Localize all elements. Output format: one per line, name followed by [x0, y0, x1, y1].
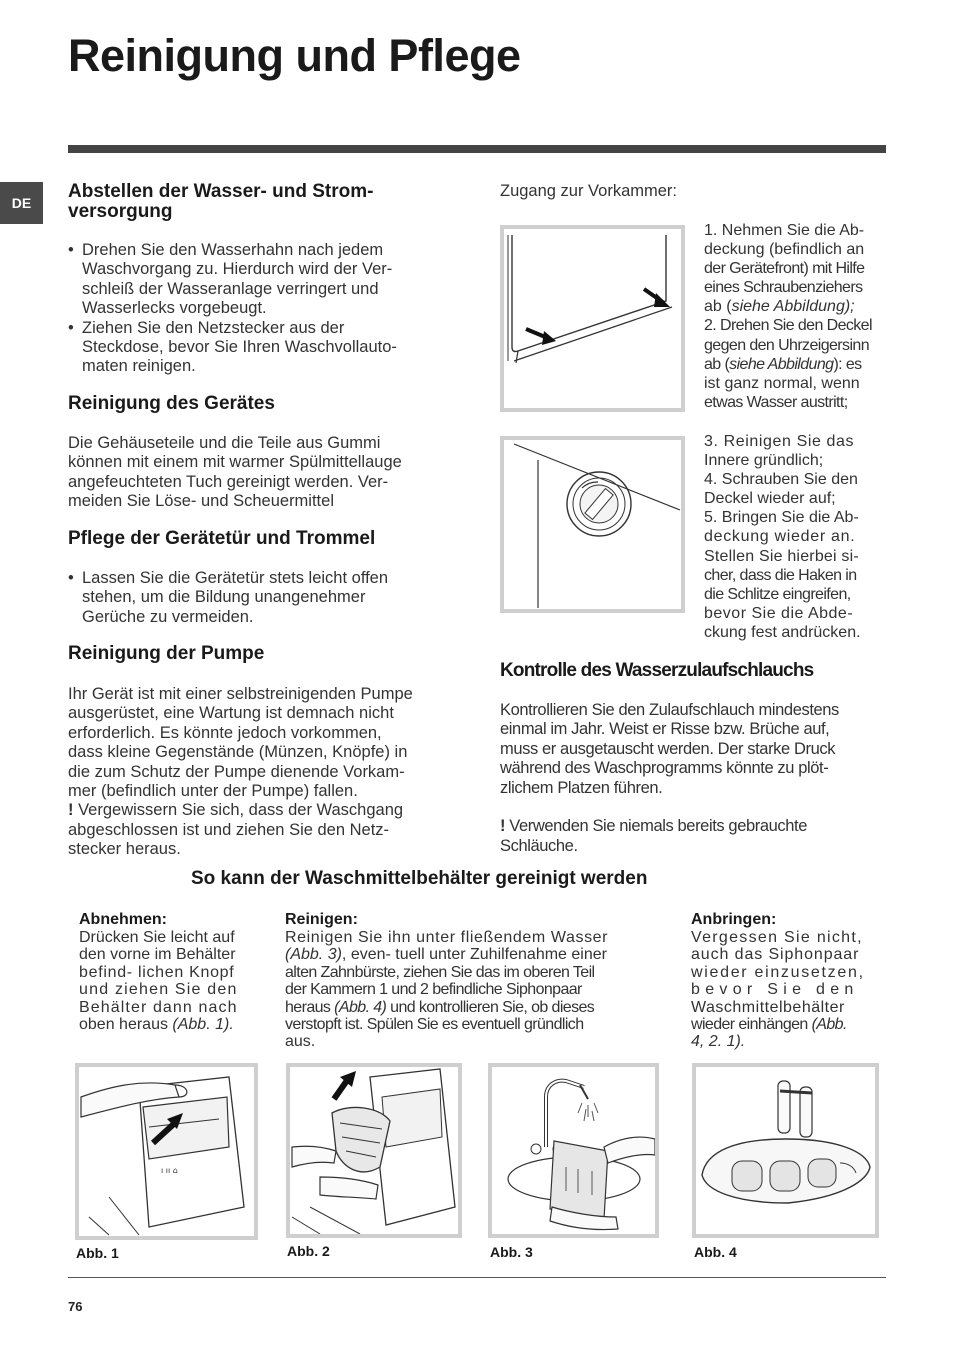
- section-heading: [68, 182, 468, 222]
- paragraph: [500, 701, 890, 856]
- text-line: Schläuche.: [500, 836, 578, 855]
- italic-reference: (Abb. 3): [285, 946, 342, 964]
- warning-mark: !: [500, 817, 506, 836]
- steps-3-5: [704, 432, 886, 642]
- figure-abb-3: [488, 1063, 659, 1238]
- text-line: 5. Bringen Sie die Ab-: [704, 509, 859, 527]
- text-line: Innere gründlich;: [704, 452, 824, 470]
- text-line: Stellen Sie hierbei si-: [704, 547, 859, 565]
- page-title: Reinigung und Pflege: [68, 30, 521, 81]
- text-line: Die Gehäuseteile und die Teile aus Gummi: [68, 434, 381, 452]
- text-line: gegen den Uhrzeigersinn: [704, 336, 869, 354]
- page-number: 76: [68, 1299, 83, 1314]
- paragraph: [68, 434, 468, 512]
- text-fragment: ab (: [704, 298, 732, 316]
- access-label: Zugang zur Vorkammer:: [500, 182, 677, 200]
- text-line: Behälter dann nach: [79, 998, 238, 1016]
- text-line: Lassen Sie die Gerätetür stets leicht offen: [82, 569, 389, 587]
- heading-line: versorgung: [68, 201, 173, 222]
- text-line: einmal im Jahr. Weist er Risse bzw. Brüche auf,: [500, 720, 830, 739]
- text-line: Waschvorgang zu. Hierdurch wird der Ver-: [82, 260, 393, 279]
- siphon-pair-illustration: [696, 1067, 875, 1234]
- text-line: Reinigen Sie ihn unter fließendem Wasser: [285, 929, 609, 946]
- text-line: mer (befindlich unter der Pumpe) fallen.: [68, 782, 358, 801]
- text-line: eines Schraubenziehers: [704, 279, 863, 297]
- text-line: angefeuchteten Tuch gereinigt werden. Ver-: [68, 472, 389, 491]
- text-line: können mit einem mit warmer Spülmittellauge: [68, 453, 402, 472]
- text-line: Kontrollieren Sie den Zulaufschlauch mindestens: [500, 701, 839, 719]
- text-line: schleiß der Wasseranlage verringert und: [82, 279, 379, 298]
- dispenser-heading: So kann der Waschmittelbehälter gereinigt werden: [191, 868, 648, 889]
- heading-line: Abstellen der Wasser- und Strom-: [68, 181, 374, 202]
- text-line: bevor Sie den: [691, 981, 859, 999]
- figure-caption: Abb. 1: [76, 1245, 119, 1261]
- step-title: Reinigen:: [285, 911, 358, 928]
- language-tab: DE: [0, 182, 43, 224]
- text-line: Vergewissern Sie sich, dass der Waschgang: [73, 801, 404, 820]
- text-line: erforderlich. Es könnte jedoch vorkommen,: [68, 723, 382, 742]
- step-text: [79, 929, 263, 1033]
- text-line: meiden Sie Löse- und Scheuermittel: [68, 492, 334, 511]
- text-fragment: , even- tuell unter Zuhilfenahme einer: [341, 946, 607, 964]
- text-fragment: ): es: [833, 355, 862, 373]
- figure-caption: Abb. 3: [490, 1244, 533, 1260]
- text-line: die Schlitze eingreifen,: [704, 585, 851, 603]
- text-line: Ihr Gerät ist mit einer selbstreinigenden Pumpe: [68, 685, 413, 703]
- figure-caption: Abb. 2: [287, 1243, 330, 1259]
- text-line: deckung (befindlich an: [704, 241, 865, 259]
- text-line: den vorne im Behälter: [79, 946, 236, 964]
- text-line: Steckdose, bevor Sie Ihren Waschvollauto-: [82, 338, 397, 357]
- text-line: [691, 1016, 879, 1033]
- section-pump-cleaning: [68, 644, 468, 860]
- steps-1-2: [704, 221, 886, 412]
- text-line: ausgerüstet, eine Wartung ist demnach nicht: [68, 704, 394, 723]
- text-fragment: und kontrollieren Sie, ob dieses: [386, 998, 595, 1016]
- italic-reference: (Abb. 4): [334, 998, 387, 1016]
- text-line: Gerüche zu vermeiden.: [82, 607, 254, 626]
- text-line: 4. Schrauben Sie den: [704, 471, 858, 489]
- figure-cover-removal: [500, 225, 685, 412]
- text-line: stecker heraus.: [68, 840, 181, 859]
- text-line: wieder einzusetzen,: [691, 963, 865, 981]
- chamber-marks: ı ıı ⌂: [161, 1166, 178, 1175]
- text-line: 1. Nehmen Sie die Ab-: [704, 222, 865, 239]
- text-line: stehen, um die Bildung unangenehmer: [82, 588, 366, 607]
- text-line: befind- lichen Knopf: [79, 963, 235, 981]
- step-title: Anbringen:: [691, 911, 777, 928]
- lift-dispenser-illustration: [290, 1067, 458, 1234]
- cover-removal-illustration: [504, 229, 681, 408]
- text-line: Wasserlecks vorgebeugt.: [82, 299, 267, 318]
- list-item: [68, 241, 468, 319]
- bullet-list: [68, 241, 468, 377]
- text-fragment: ab (: [704, 355, 730, 373]
- section-heading: Kontrolle des Wasserzulaufschlauchs: [500, 660, 814, 681]
- text-line: Drücken Sie leicht auf: [79, 929, 235, 946]
- text-line: maten reinigen.: [82, 357, 196, 376]
- remove-dispenser-illustration: [79, 1067, 254, 1236]
- text-line: bevor Sie die Abde-: [704, 604, 854, 622]
- section-door-drum: [68, 529, 468, 627]
- text-line: 3. Reinigen Sie das: [704, 433, 855, 450]
- warning-mark: !: [68, 801, 74, 820]
- text-line: Waschmittelbehälter: [691, 998, 845, 1016]
- footer-rule: [68, 1277, 886, 1278]
- text-line: und ziehen Sie den: [79, 981, 238, 999]
- bullet-list: [68, 569, 468, 627]
- step-text: [691, 929, 879, 1051]
- step-remove: [79, 911, 263, 1033]
- text-line: muss er ausgetauscht werden. Der starke Druck: [500, 739, 836, 758]
- text-line: 2. Drehen Sie den Deckel: [704, 317, 872, 335]
- figure-abb-2: [286, 1063, 462, 1238]
- step-refit: [691, 911, 879, 1051]
- text-line: [704, 355, 886, 374]
- text-line: Verwenden Sie niemals bereits gebrauchte: [505, 817, 807, 836]
- text-line: der Kammern 1 und 2 befindliche Siphonpaar: [285, 981, 582, 999]
- list-item: [68, 319, 468, 377]
- text-line: zlichem Platzen führen.: [500, 778, 663, 797]
- text-line: Drehen Sie den Wasserhahn nach jedem: [82, 241, 384, 259]
- italic-reference: siehe Abbildung: [729, 355, 834, 373]
- italic-reference: (Abb.: [811, 1016, 847, 1034]
- step-clean: [285, 911, 663, 1051]
- text-line: dass kleine Gegenstände (Münzen, Knöpfe) in: [68, 743, 408, 762]
- text-line: [79, 1016, 263, 1033]
- italic-reference: (Abb. 1).: [172, 1016, 234, 1034]
- section-hose-check: [500, 661, 890, 856]
- italic-reference: 4, 2. 1).: [691, 1033, 746, 1051]
- text-line: cher, dass die Haken in: [704, 566, 857, 584]
- step-text: [285, 929, 663, 1051]
- text-line: abgeschlossen ist und ziehen Sie den Netz-: [68, 820, 390, 839]
- text-line: ist ganz normal, wenn: [704, 374, 860, 392]
- italic-reference: siehe Abbildung);: [731, 298, 855, 316]
- text-line: aus.: [285, 1033, 316, 1051]
- text-line: [704, 297, 886, 316]
- figure-caption: Abb. 4: [694, 1244, 737, 1260]
- text-line: während des Waschprogramms könnte zu plöt-: [500, 759, 829, 778]
- figure-pump-cap: [500, 436, 685, 613]
- text-line: [285, 946, 663, 963]
- text-line: alten Zahnbürste, ziehen Sie das im oberen Teil: [285, 963, 595, 981]
- list-item: [68, 569, 468, 627]
- text-line: verstopft ist. Spülen Sie es eventuell gründlich: [285, 1016, 584, 1034]
- text-fragment: oben heraus: [79, 1016, 173, 1034]
- text-fragment: heraus: [285, 998, 335, 1016]
- pump-cap-illustration: [504, 440, 681, 609]
- section-heading: Pflege der Gerätetür und Trommel: [68, 528, 376, 549]
- paragraph: [68, 685, 468, 860]
- text-line: Deckel wieder auf;: [704, 490, 836, 508]
- text-line: [285, 999, 663, 1016]
- rinse-dispenser-illustration: [492, 1067, 655, 1234]
- step-title: Abnehmen:: [79, 911, 167, 928]
- text-line: deckung wieder an.: [704, 528, 856, 546]
- text-line: Vergessen Sie nicht,: [691, 929, 863, 946]
- section-water-power: [68, 182, 468, 377]
- section-heading: Reinigung des Gerätes: [68, 393, 275, 414]
- text-line: etwas Wasser austritt;: [704, 393, 848, 411]
- text-line: Ziehen Sie den Netzstecker aus der: [82, 318, 345, 337]
- figure-abb-4: [692, 1063, 879, 1238]
- text-line: die zum Schutz der Pumpe dienende Vorkam-: [68, 762, 405, 781]
- section-device-cleaning: [68, 394, 468, 512]
- section-heading: Reinigung der Pumpe: [68, 643, 265, 664]
- header-rule: [68, 145, 886, 153]
- text-line: ckung fest andrücken.: [704, 623, 861, 641]
- text-line: auch das Siphonpaar: [691, 946, 860, 964]
- text-line: der Gerätefront) mit Hilfe: [704, 260, 865, 278]
- figure-abb-1: [75, 1063, 258, 1240]
- text-fragment: wieder einhängen: [691, 1016, 812, 1034]
